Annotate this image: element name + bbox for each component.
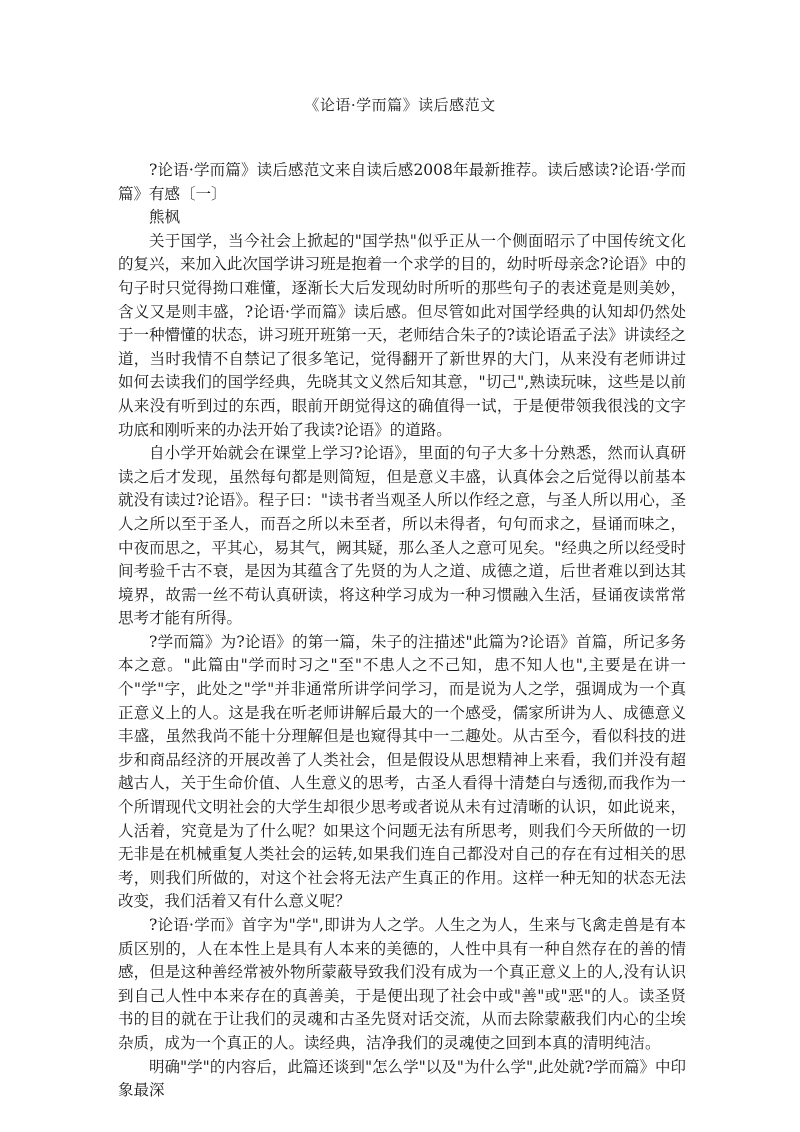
paragraph: 关于国学，当今社会上掀起的"国学热"似乎正从一个侧面昭示了中国传统文化的复兴，来加入此次国学讲习班是抱着一个求学的目的，幼时听母亲念?论语》中的句子时只觉得拗口难懂，逐渐长大后发现幼时所听的那些句子的表述竟是则美妙，含义又是则丰盛，?论语·学而篇》读后感。但尽管如此对国学经典的认知却仍然处于一种懵懂的状态，讲习班开班第一天，老师结合朱子的?读论语孟子法》讲读经之道，当时我情不自禁记了很多笔记，觉得翻开了新世界的大门，从来没有老师讲过如何去读我们的国学经典，先晓其文义然后知其意，"切己",熟读玩味，这些是以前从来没有听到过的东西，眼前开朗觉得这的确值得一试，于是便带领我很浅的文字功底和刚听来的办法开始了我读?论语》的道路。 bbox=[118, 231, 686, 439]
paragraph: 自小学开始就会在课堂上学习?论语》，里面的句子大多十分熟悉，然而认真研读之后才发现，虽然每句都是则简短，但是意义丰盛，认真体会之后觉得以前基本就没有读过?论语》。程子曰："读书者当观圣人所以作经之意，与圣人所以用心，圣人之所以至于圣人，而吾之所以未至者，所以未得者，句句而求之，昼诵而味之，中夜而思之，平其心，易其气，阙其疑，那么圣人之意可见矣。"经典之所以经受时间考验千古不衰，是因为其蕴含了先贤的为人之道、成德之道，后世者难以到达其境界，故需一丝不苟认真研读，将这种学习成为一种习惯融入生活，昼诵夜读常常思考才能有所得。 bbox=[118, 444, 686, 628]
document-title: 《论语·学而篇》读后感范文 bbox=[304, 96, 496, 114]
paragraph: ?学而篇》为?论语》的第一篇，朱子的注描述"此篇为?论语》首篇，所记多务本之意。"此篇由"学而时习之"至"不患人之不己知，患不知人也",主要是在讲一个"学"字，此处之"学"并非通常所讲学问学习，而是说为人之学，强调成为一个真正意义上的人。这是我在听老师讲解后最大的一个感受，儒家所讲为人、成德意义丰盛，虽然我尚不能十分理解但是也窥得其中一二趣处。从古至今，看似科技的进步和商品经济的开展改善了人类社会，但是假设从思想精神上来看，我们并没有超越古人，关于生命价值、人生意义的思考，古圣人看得十清楚白与透彻,而我作为一个所谓现代文明社会的大学生却很少思考或者说从未有过清晰的认识，如此说来，人活着，究竟是为了什么呢？如果这个问题无法有所思考，则我们今天所做的一切无非是在机械重复人类社会的运转,如果我们连自己都没对自己的存在有过相关的思考，则我们所做的，对这个社会将无法产生真正的作用。这样一种无知的状态无法改变，我们活着又有什么意义呢？ bbox=[118, 632, 686, 911]
paragraph-intro: ?论语·学而篇》读后感范文来自读后感2008年最新推荐。读后感读?论语·学而篇》有感〔一〕 bbox=[118, 161, 686, 203]
paragraph: 明确"学"的内容后，此篇还谈到"怎么学"以及"为什么学",此处就?学而篇》中印象最深 bbox=[118, 1057, 686, 1100]
document-body bbox=[118, 159, 686, 1103]
author-name: 熊枫 bbox=[149, 208, 181, 227]
paragraph: ?论语·学而》首字为"学",即讲为人之学。人生之为人，生来与飞禽走兽是有本质区别的，人在本性上是具有人本来的美德的，人性中具有一种自然存在的善的情感，但是这种善经常被外物所蒙蔽导致我们没有成为一个真正意义上的人,没有认识到自己人性中本来存在的真善美，于是便出现了社会中或"善"或"恶"的人。读圣贤书的目的就在于让我们的灵魂和古圣先贤对话交流，从而去除蒙蔽我们内心的尘埃杂质，成为一个真正的人。读经典，洁净我们的灵魂使之回到本真的清明纯洁。 bbox=[118, 916, 686, 1052]
